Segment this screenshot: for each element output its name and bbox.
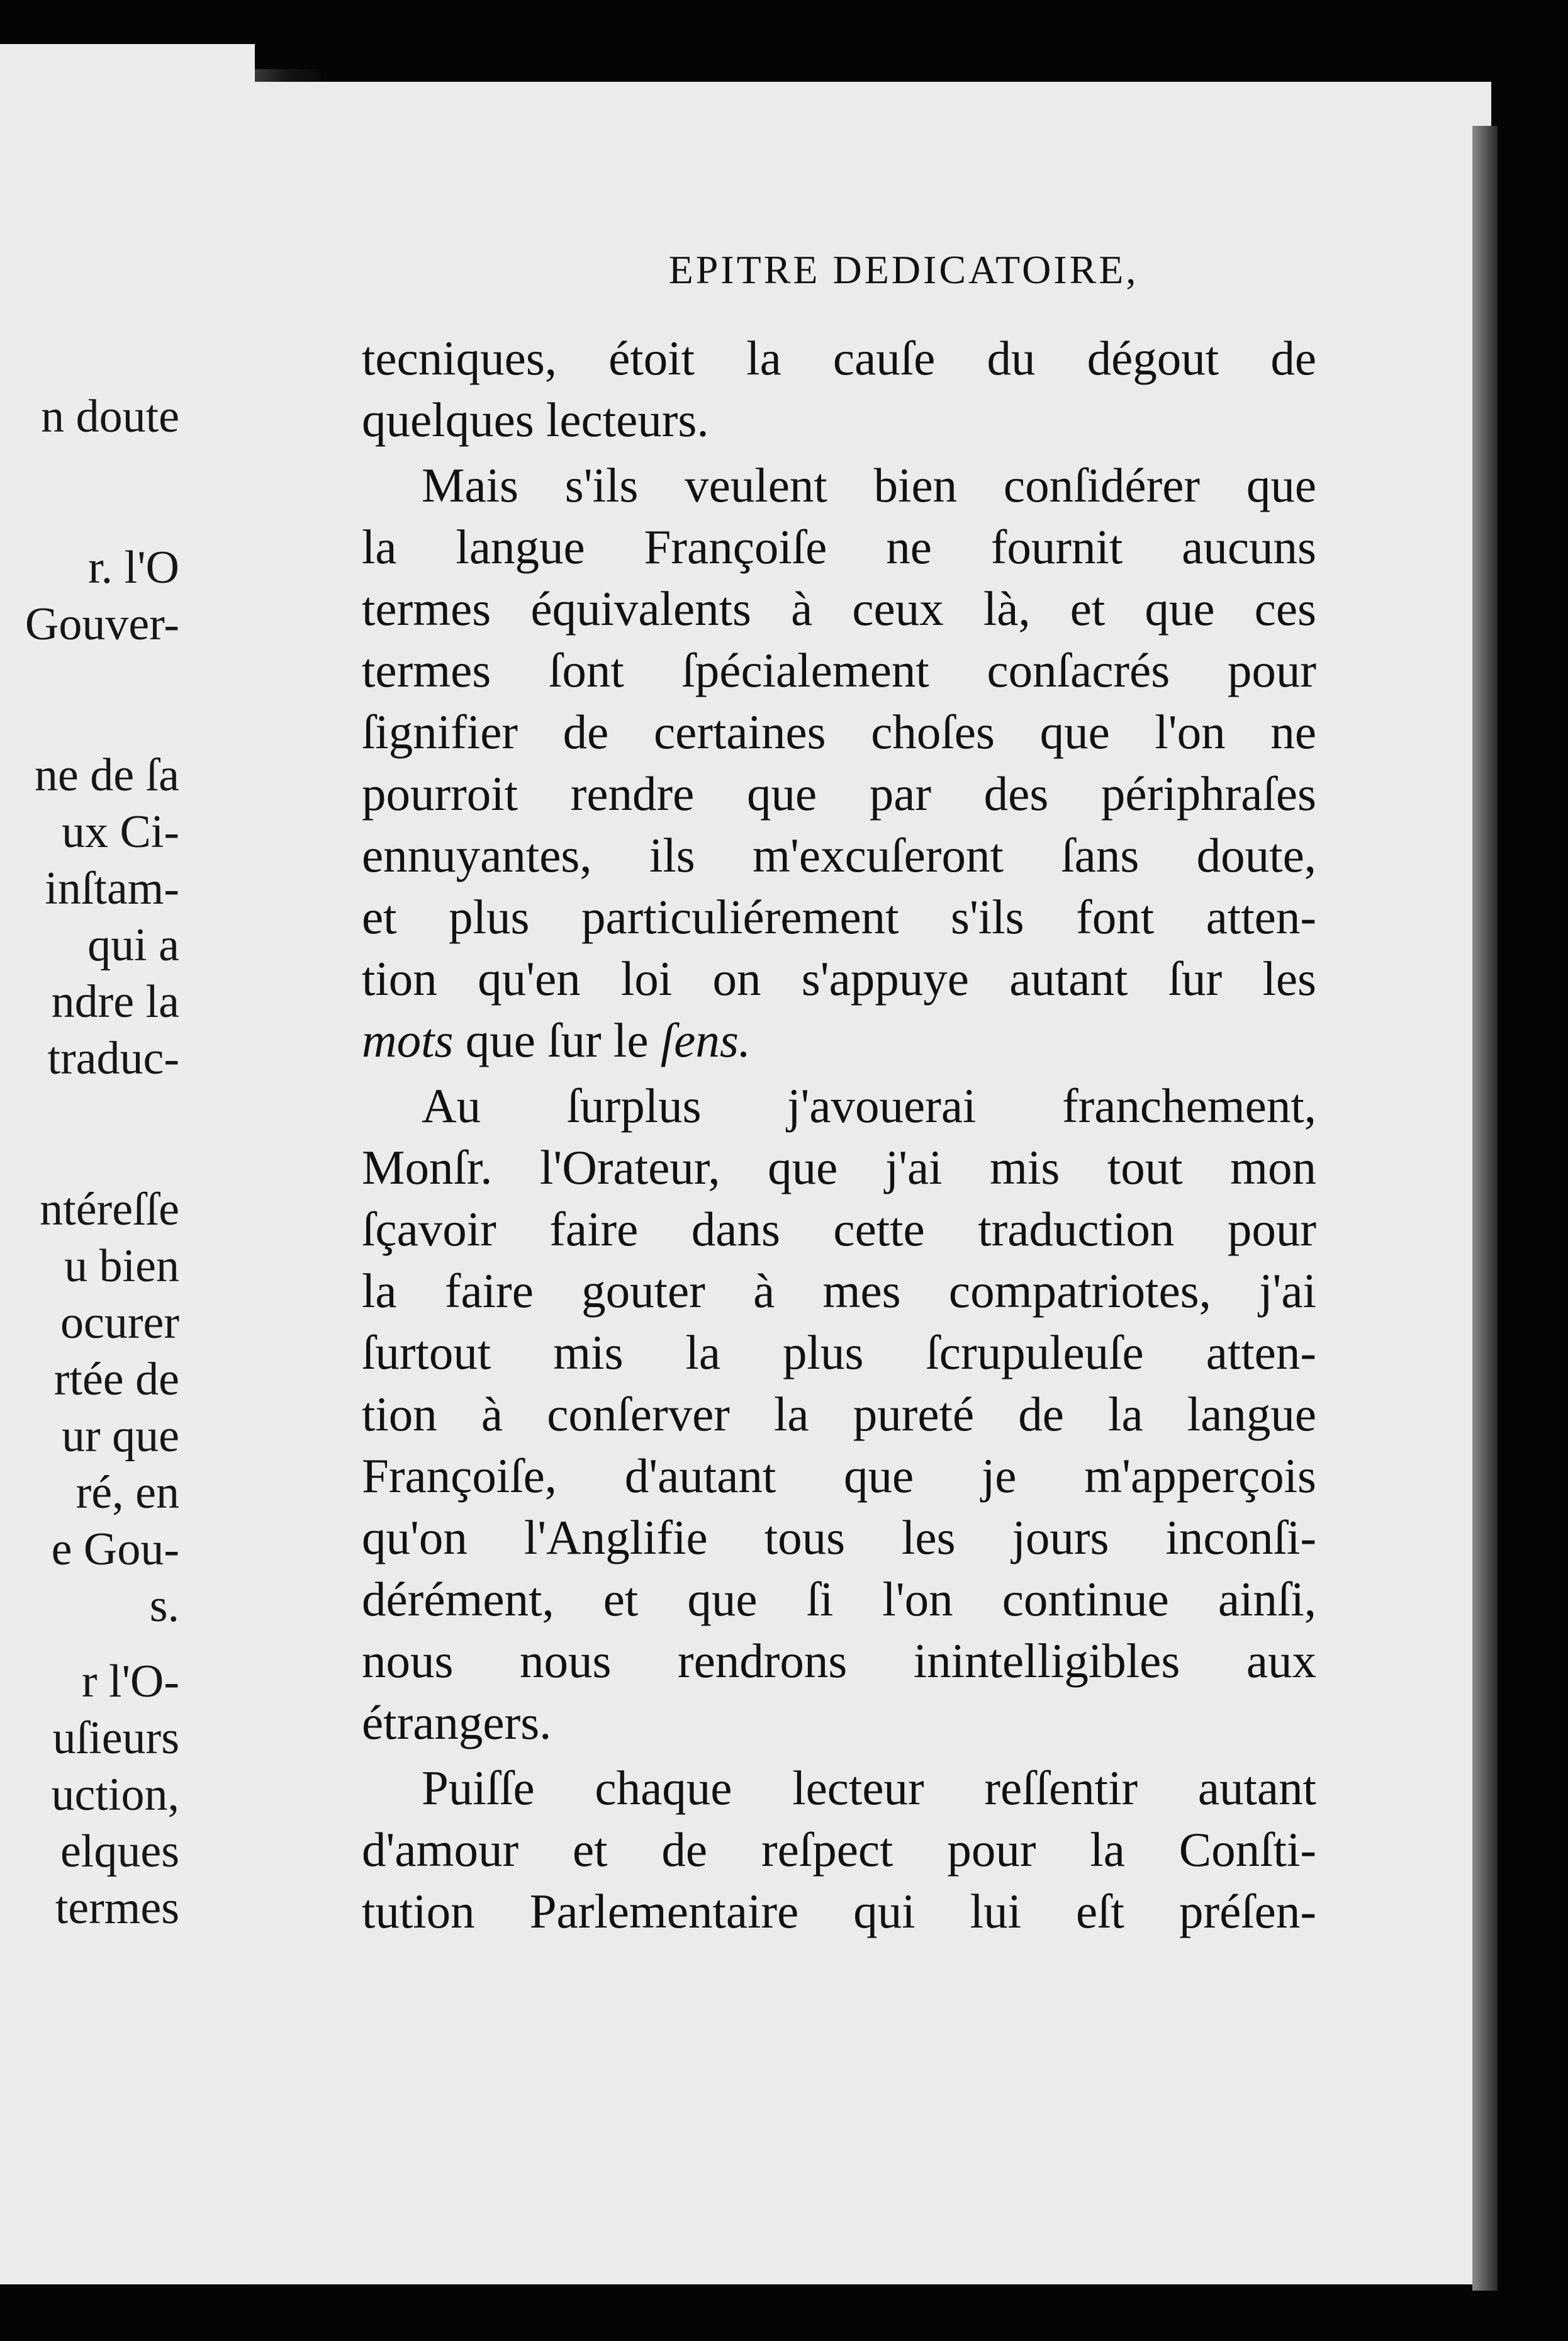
text-line: pourroit rendre que par des périphraſes (362, 766, 1316, 821)
running-head-text: EPITRE DEDICATOIRE, (668, 247, 1139, 292)
left-page-line: u bien (64, 1240, 179, 1292)
text-line: termes équivalents à ceux là, et que ces (362, 581, 1316, 636)
text-line: dérément, et que ſi l'on continue ainſi, (362, 1572, 1316, 1626)
left-page-line: elques (60, 1826, 179, 1877)
page-body (362, 327, 1316, 1942)
text-line: qu'on l'Anglifie tous les jours inconſi- (362, 1510, 1316, 1564)
text-line (362, 1009, 1316, 1071)
text-line: Puiſſe chaque lecteur reſſentir autant (422, 1761, 1316, 1815)
text-line: étrangers. (362, 1695, 552, 1749)
text-line: nous nous rendrons inintelligibles aux (362, 1634, 1316, 1688)
left-page-line: ntéreſſe (40, 1184, 179, 1235)
text-line: et plus particuliérement s'ils font atten- (362, 890, 1316, 944)
left-page-line: Gouver- (25, 598, 179, 650)
text-line: Françoiſe, d'autant que je m'apperçois (362, 1449, 1316, 1503)
left-page-line: termes (55, 1882, 179, 1934)
text-line: ſignifier de certaines choſes que l'on ne (362, 705, 1316, 759)
left-page-line: e Gou- (51, 1524, 179, 1575)
text-line: ennuyantes, ils m'excuſeront ſans doute, (362, 828, 1316, 882)
text-line: la langue Françoiſe ne fournit aucuns (362, 520, 1316, 574)
text-line: d'amour et de reſpect pour la Conſti- (362, 1822, 1316, 1877)
text-line: tion qu'en loi on s'appuye autant ſur les (362, 952, 1316, 1006)
text-line: la faire gouter à mes compatriotes, j'ai (362, 1264, 1316, 1318)
text-line: Mais s'ils veulent bien conſidérer que (422, 458, 1316, 512)
text-line: tion à conſerver la pureté de la langue (362, 1387, 1316, 1441)
text-line: termes ſont ſpécialement conſacrés pour (362, 643, 1316, 697)
italic-word: mots (362, 1013, 454, 1067)
text-line: ſçavoir faire dans cette traduction pour (362, 1202, 1316, 1256)
left-page-line: ne de ſa (34, 749, 179, 801)
left-page-line: n doute (41, 391, 179, 442)
left-page-line: ocurer (60, 1297, 179, 1349)
left-facing-page (0, 44, 255, 2284)
text-line: Au ſurplus j'avouerai franchement, (422, 1079, 1316, 1133)
left-page-line: traduc- (47, 1033, 179, 1084)
left-page-line: r l'O- (81, 1656, 179, 1707)
text-line: quelques lecteurs. (362, 393, 709, 447)
left-page-line: r. l'O (88, 542, 179, 593)
text-line: ſurtout mis la plus ſcrupuleuſe atten- (362, 1325, 1316, 1379)
left-page-line: qui a (87, 919, 179, 971)
left-page-line: inſtam- (45, 863, 179, 914)
left-page-line: ux Ci- (61, 806, 179, 858)
italic-word: ſens. (660, 1013, 751, 1067)
text-fragment: que ſur le (453, 1013, 661, 1067)
page-edge-shadow (1472, 126, 1498, 2291)
left-page-line: ndre la (51, 976, 179, 1028)
text-line: Monſr. l'Orateur, que j'ai mis tout mon (362, 1140, 1316, 1194)
left-page-line: ré, en (76, 1467, 179, 1519)
running-head (0, 247, 1568, 293)
text-line: tution Parlementaire qui lui eſt préſen- (362, 1884, 1316, 1938)
left-page-line: uſieurs (52, 1712, 179, 1764)
text-line: tecniques, étoit la cauſe du dégout de (362, 331, 1316, 385)
left-page-line: ur que (62, 1410, 179, 1462)
left-page-line: s. (149, 1580, 179, 1632)
left-page-line: uction, (51, 1769, 179, 1821)
left-page-line: rtée de (53, 1354, 179, 1405)
